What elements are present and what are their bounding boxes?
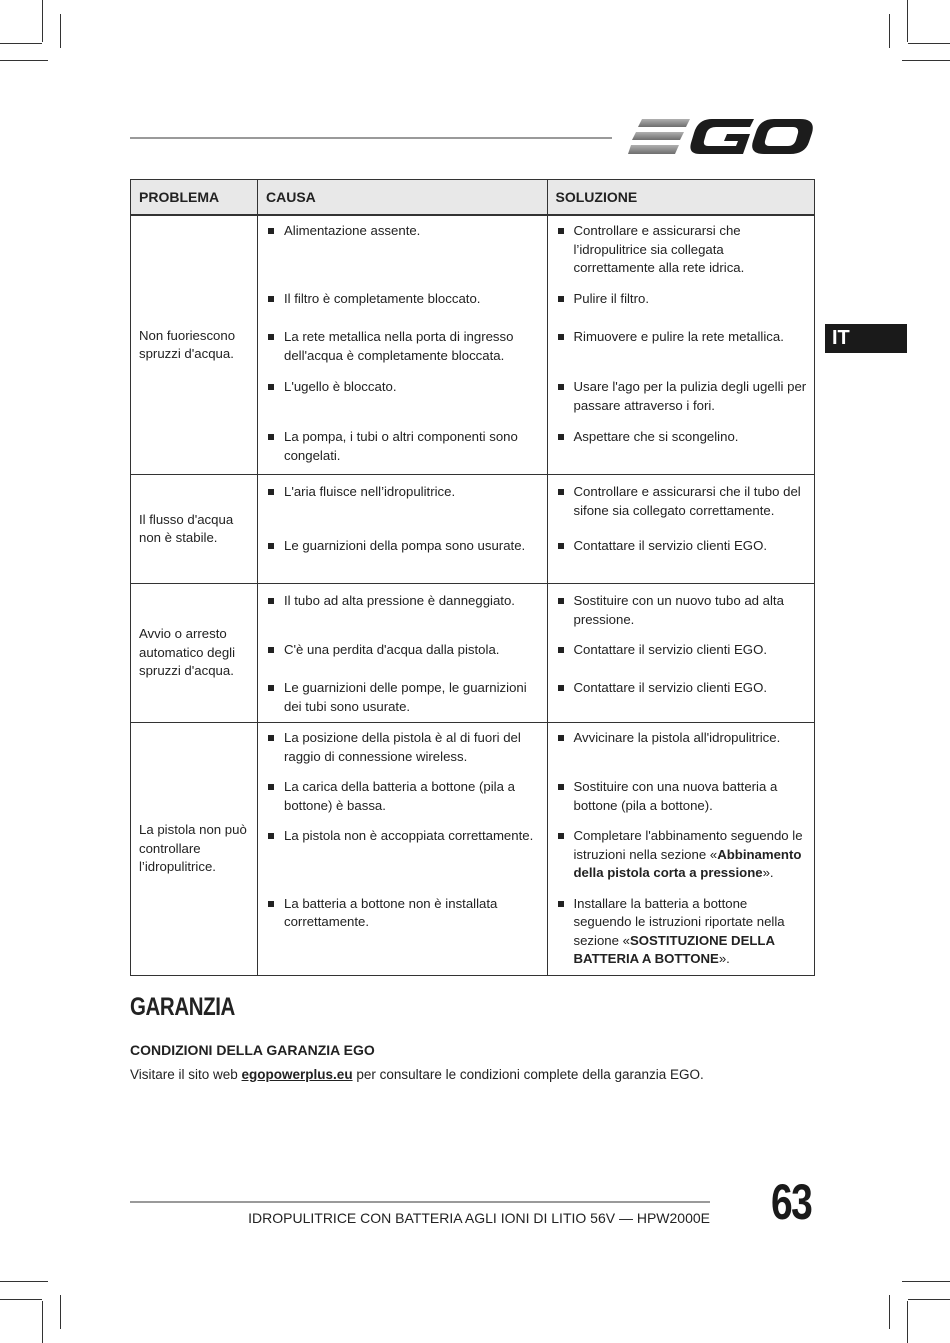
crop-mark — [902, 60, 950, 61]
solution-item: Rimuovere e pulire la rete metallica. — [556, 328, 808, 347]
crop-mark — [42, 0, 43, 42]
language-tab: IT — [825, 324, 907, 353]
solution-item: Sostituire con un nuovo tubo ad alta pressione. — [556, 592, 808, 629]
table-row — [131, 475, 815, 584]
cause-item: La pistola non è accoppiata correttamente. — [266, 827, 539, 846]
cause-item: Alimentazione assente. — [266, 222, 539, 241]
solution-item: Pulire il filtro. — [556, 290, 808, 309]
cause-item: La rete metallica nella porta di ingresso dell'acqua è completamente bloccata. — [266, 328, 539, 365]
solution-item: Sostituire con una nuova batteria a bottone (pila a bottone). — [556, 778, 808, 815]
cause-item: La carica della batteria a bottone (pila a bottone) è bassa. — [266, 778, 539, 815]
crop-mark — [0, 1281, 48, 1282]
cause-item: Le guarnizioni della pompa sono usurate. — [266, 537, 539, 556]
header-problem: PROBLEMA — [131, 180, 258, 216]
cause-item: La batteria a bottone non è installata correttamente. — [266, 895, 539, 932]
crop-mark — [889, 14, 890, 48]
section-reference: Abbinamento della pistola corta a pressione — [573, 846, 802, 880]
solution-item: Contattare il servizio clienti EGO. — [556, 641, 808, 660]
solution-item: Contattare il servizio clienti EGO. — [556, 537, 808, 556]
cause-item: L'aria fluisce nell’idropulitrice. — [266, 483, 539, 502]
solution-item: Aspettare che si scongelino. — [556, 428, 808, 447]
warranty-heading: GARANZIA — [130, 993, 235, 1021]
cause-item: Le guarnizioni delle pompe, le guarnizioni dei tubi sono usurate. — [266, 679, 539, 716]
solution-item: Controllare e assicurarsi che il tubo del sifone sia collegato correttamente. — [556, 483, 808, 520]
table-row — [131, 215, 815, 475]
page-number: 63 — [771, 1174, 812, 1230]
ego-logo — [628, 116, 814, 158]
solution-item: Installare la batteria a bottone seguendo le istruzioni riportate nella sezione «SOSTITUZIONE DELLA BATTERIA A BOTTONE». — [556, 895, 808, 969]
crop-mark — [907, 1301, 908, 1343]
crop-mark — [42, 1301, 43, 1343]
crop-mark — [907, 0, 908, 42]
warranty-subheading: CONDIZIONI DELLA GARANZIA EGO — [130, 1042, 375, 1058]
table-header-row — [131, 180, 815, 216]
cause-item: La pompa, i tubi o altri componenti sono congelati. — [266, 428, 539, 465]
problem-cell: La pistola non può controllare l’idropulitrice. — [131, 723, 258, 976]
warranty-link[interactable]: egopowerplus.eu — [241, 1067, 353, 1082]
warranty-text: Visitare il sito web egopowerplus.eu per consultare le condizioni complete della garanzia EGO. — [130, 1067, 704, 1082]
problem-cell: Avvio o arresto automatico degli spruzzi d'acqua. — [131, 584, 258, 723]
table-row — [131, 584, 815, 723]
crop-mark — [0, 60, 48, 61]
crop-mark — [908, 43, 950, 44]
table-row — [131, 723, 815, 976]
cause-item: Il filtro è completamente bloccato. — [266, 290, 539, 309]
footer-rule — [130, 1201, 710, 1203]
cause-item: L'ugello è bloccato. — [266, 378, 539, 397]
troubleshooting-table — [130, 179, 815, 976]
crop-mark — [60, 1295, 61, 1329]
crop-mark — [0, 1299, 42, 1300]
header-rule — [130, 137, 612, 139]
crop-mark — [60, 14, 61, 48]
crop-mark — [889, 1295, 890, 1329]
section-reference: SOSTITUZIONE DELLA BATTERIA A BOTTONE — [573, 932, 775, 966]
crop-mark — [0, 43, 42, 44]
solution-item: Controllare e assicurarsi che l’idropulitrice sia collegata correttamente alla rete idrica. — [556, 222, 808, 278]
header-cause: CAUSA — [258, 180, 547, 214]
header-solution: SOLUZIONE — [555, 188, 638, 205]
footer-product-name: IDROPULITRICE CON BATTERIA AGLI IONI DI LITIO 56V — HPW2000E — [248, 1210, 710, 1226]
cause-item: C'è una perdita d'acqua dalla pistola. — [266, 641, 539, 660]
cause-item: La posizione della pistola è al di fuori del raggio di connessione wireless. — [266, 729, 539, 766]
solution-item: Usare l'ago per la pulizia degli ugelli per passare attraverso i fori. — [556, 378, 808, 415]
solution-item: Contattare il servizio clienti EGO. — [556, 679, 808, 698]
problem-cell: Il flusso d'acqua non è stabile. — [131, 475, 258, 584]
solution-item: Avvicinare la pistola all'idropulitrice. — [556, 729, 808, 748]
solution-item: Completare l'abbinamento seguendo le istruzioni nella sezione «Abbinamento della pistola corta a pressione». — [556, 827, 808, 883]
crop-mark — [908, 1299, 950, 1300]
crop-mark — [902, 1281, 950, 1282]
cause-item: Il tubo ad alta pressione è danneggiato. — [266, 592, 539, 611]
problem-cell: Non fuoriescono spruzzi d'acqua. — [131, 215, 258, 475]
